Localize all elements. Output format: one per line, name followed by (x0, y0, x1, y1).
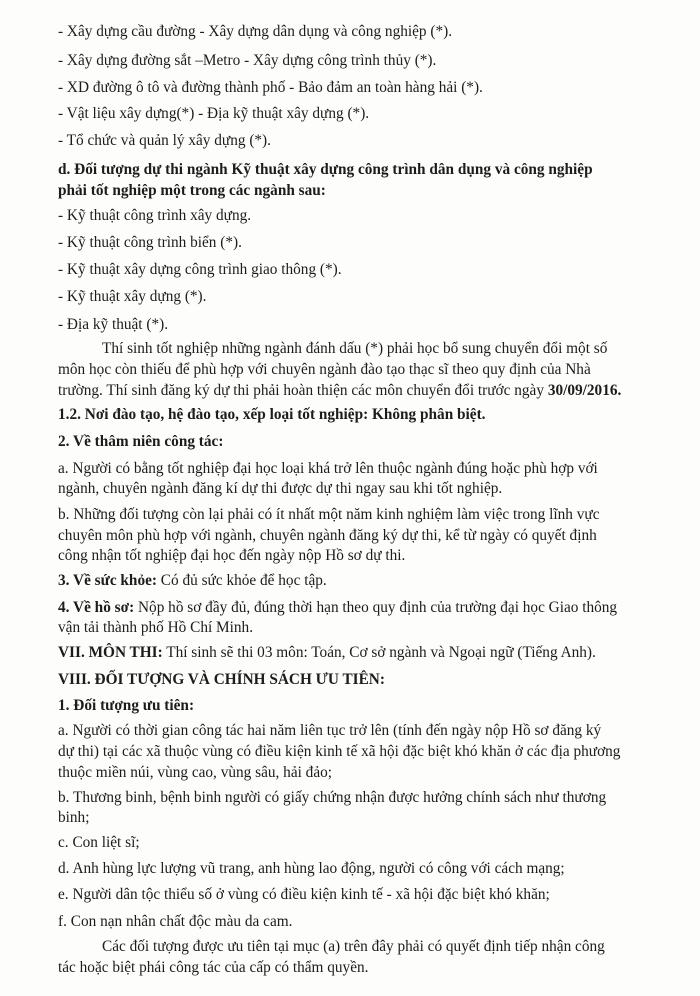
section-7-heading: VII. MÔN THI: (58, 644, 163, 661)
section-4-text: Nộp hồ sơ đầy đủ, đúng thời hạn theo quy định của trường đại học Giao thông (134, 599, 618, 616)
section-7-text: Thí sinh sẽ thi 03 môn: Toán, Cơ sở ngành và Ngoại ngữ (Tiếng Anh). (162, 644, 596, 661)
note-paragraph-line: Thí sinh tốt nghiệp những ngành đánh dấu (*) phải học bổ sung chuyển đổi một số (102, 340, 608, 357)
note-paragraph-line: môn học còn thiếu để phù hợp với chuyên ngành đào tạo thạc sĩ theo quy định của Nhà (58, 361, 591, 378)
list-item: - Tổ chức và quản lý xây dựng (*). (58, 132, 271, 149)
list-item: - Vật liệu xây dựng(*) - Địa kỹ thuật xây dựng (*). (58, 105, 370, 122)
section-1-2-heading: 1.2. Nơi đào tạo, hệ đào tạo, xếp loại tốt nghiệp: Không phân biệt. (58, 406, 486, 423)
list-item: e. Người dân tộc thiểu số ở vùng có điều kiện kinh tế - xã hội đặc biệt khó khăn; (58, 886, 550, 903)
list-item: d. Anh hùng lực lượng vũ trang, anh hùng lao động, người có công với cách mạng; (58, 860, 565, 877)
paragraph-line: dự thi) tại các xã thuộc vùng có điều kiện kinh tế xã hội đặc biệt khó khăn ở các địa phương (58, 743, 621, 760)
closing-paragraph-line: tác hoặc biệt phái công tác của cấp có thẩm quyền. (58, 959, 369, 976)
paragraph-line: a. Người có bằng tốt nghiệp đại học loại khá trở lên thuộc ngành đúng hoặc phù hợp với (58, 460, 598, 477)
section-2-heading: 2. Về thâm niên công tác: (58, 433, 224, 450)
list-item: c. Con liệt sĩ; (58, 834, 140, 851)
section-3-heading: 3. Về sức khỏe: (58, 572, 157, 589)
note-paragraph-line (58, 381, 621, 400)
note-text: trường. Thí sinh đăng ký dự thi phải hoàn thiện các môn chuyển đổi trước ngày (58, 382, 544, 399)
section-3-text: Có đủ sức khỏe để học tập. (156, 572, 327, 589)
list-item: - Kỹ thuật công trình xây dựng. (58, 207, 252, 224)
section-d-heading-cont: phải tốt nghiệp một trong các ngành sau: (58, 182, 326, 199)
list-item: - Kỹ thuật xây dựng công trình giao thông (*). (58, 261, 342, 278)
list-item: - Kỹ thuật công trình biển (*). (58, 234, 242, 251)
list-item: f. Con nạn nhân chất độc màu da cam. (58, 913, 293, 930)
section-7 (58, 643, 596, 662)
section-4 (58, 598, 617, 617)
closing-paragraph-line: Các đối tượng được ưu tiên tại mục (a) trên đây phải có quyết định tiếp nhận công (102, 938, 605, 955)
section-d-heading: d. Đối tượng dự thi ngành Kỹ thuật xây dựng công trình dân dụng và công nghiệp (58, 161, 593, 178)
paragraph-line: b. Những đối tượng còn lại phải có ít nhất một năm kinh nghiệm làm việc trong lĩnh vực (58, 506, 600, 523)
section-8-heading: VIII. ĐỐI TƯỢNG VÀ CHÍNH SÁCH ƯU TIÊN: (58, 671, 385, 688)
list-item: - Kỹ thuật xây dựng (*). (58, 288, 207, 305)
paragraph-line: ngành, chuyên ngành đăng kí dự thi được dự thi ngay sau khi tốt nghiệp. (58, 480, 503, 497)
deadline-date: 30/09/2016. (547, 382, 622, 399)
paragraph-line: binh; (58, 809, 90, 826)
list-item: - Xây dựng đường sắt –Metro - Xây dựng công trình thủy (*). (58, 52, 437, 69)
paragraph-line: công nhận tốt nghiệp đại học đến ngày nộp Hồ sơ dự thi. (58, 547, 406, 564)
paragraph-line: vận tải thành phố Hồ Chí Minh. (58, 619, 254, 636)
paragraph-line: chuyên môn phù hợp với ngành, chuyên ngành đăng ký dự thi, kể từ ngày có quyết định (58, 527, 597, 544)
list-item: - Xây dựng cầu đường - Xây dựng dân dụng và công nghiệp (*). (58, 23, 453, 40)
list-item: - XD đường ô tô và đường thành phố - Bảo đảm an toàn hàng hải (*). (58, 79, 483, 96)
paragraph-line: b. Thương binh, bệnh binh người có giấy chứng nhận được hưởng chính sách như thương (58, 789, 607, 806)
list-item: - Địa kỹ thuật (*). (58, 316, 169, 333)
paragraph-line: a. Người có thời gian công tác hai năm liên tục trở lên (tính đến ngày nộp Hồ sơ đăng ký (58, 722, 602, 739)
section-8-subheading: 1. Đối tượng ưu tiên: (58, 697, 195, 714)
section-4-heading: 4. Về hồ sơ: (58, 599, 135, 616)
paragraph-line: thuộc miền núi, vùng cao, vùng sâu, hải đảo; (58, 764, 333, 781)
section-3 (58, 571, 327, 590)
